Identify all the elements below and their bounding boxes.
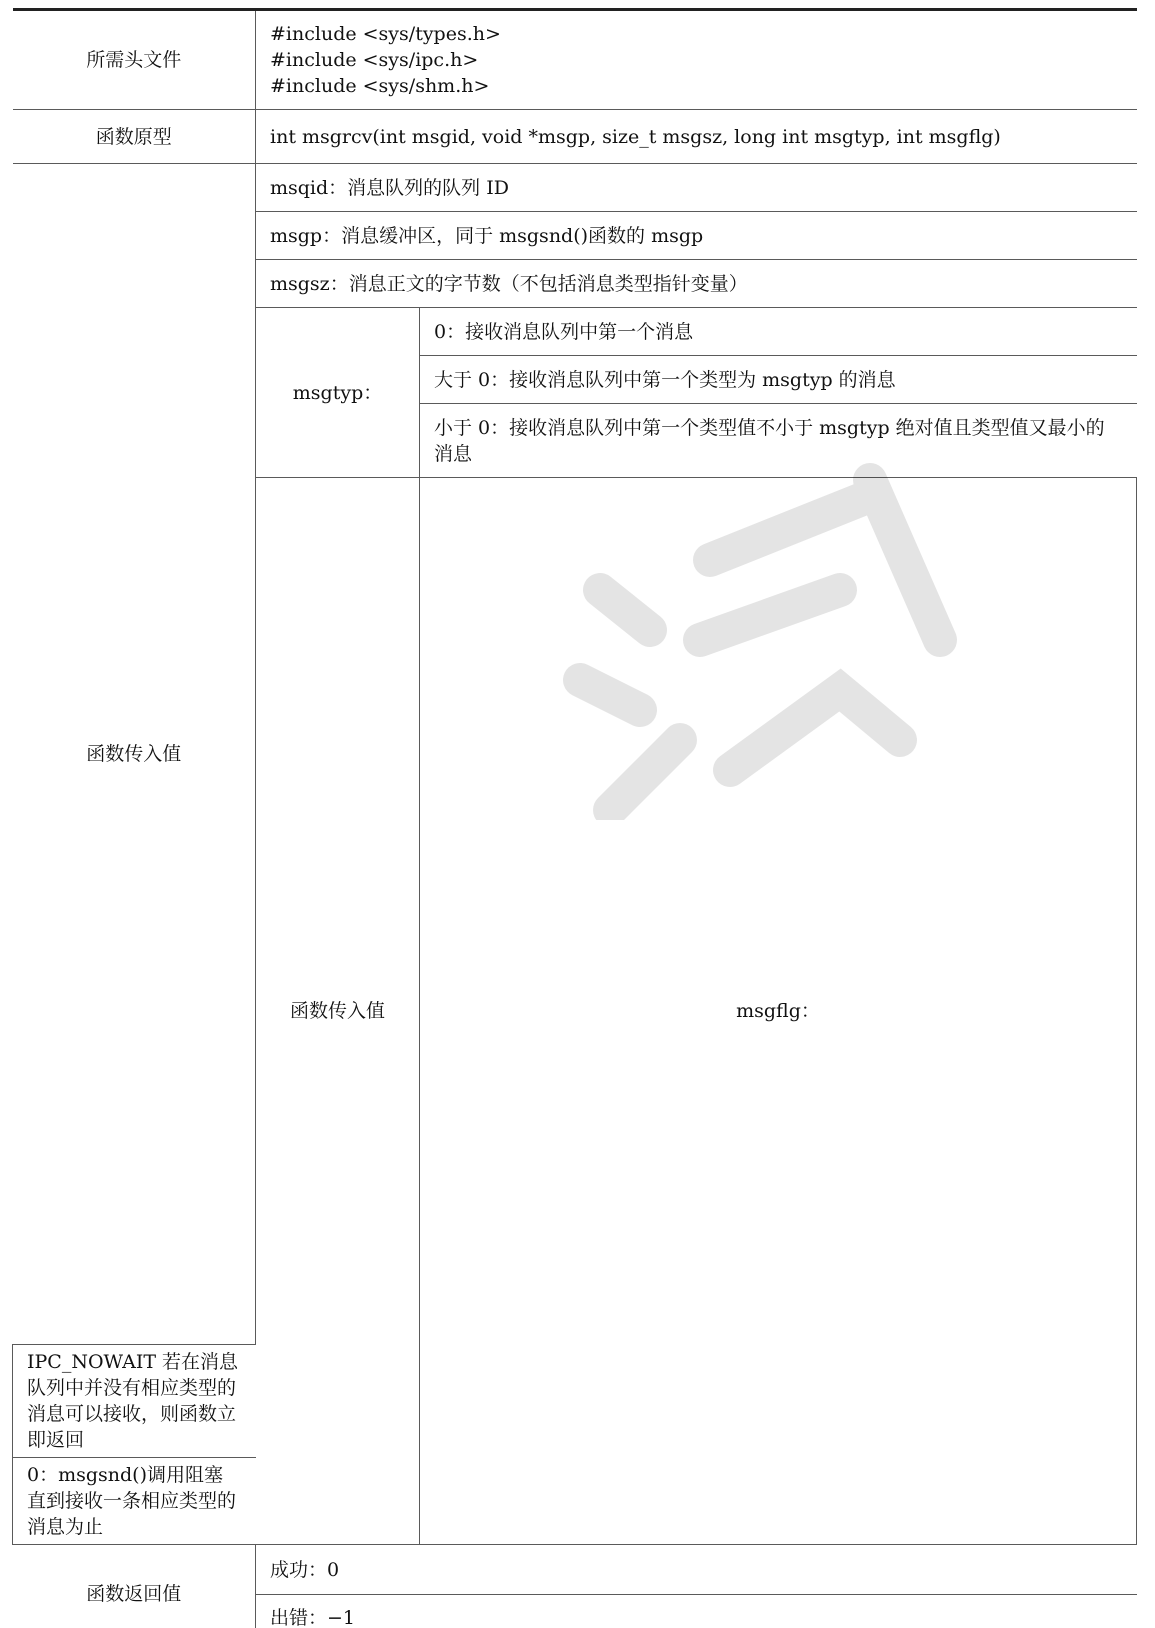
- msgtyp-option: 小于 0：接收消息队列中第一个类型值不小于 msgtyp 绝对值且类型值又最小的消息: [420, 404, 1137, 478]
- msgtyp-option: 0：接收消息队列中第一个消息: [420, 308, 1137, 356]
- row-header-files: [13, 10, 1137, 110]
- inputs-label: 函数传入值: [13, 164, 256, 1345]
- param-msgsz: msgsz：消息正文的字节数（不包括消息类型指针变量）: [256, 260, 1137, 308]
- include-line: #include <sys/ipc.h>: [270, 47, 1123, 73]
- msgflg-option: 0：msgsnd()调用阻塞直到接收一条相应类型的消息为止: [13, 1458, 256, 1545]
- prototype-text: int msgrcv(int msgid, void *msgp, size_t msgsz, long int msgtyp, int msgflg): [256, 110, 1137, 164]
- msgrcv-reference-table: [12, 8, 1137, 1628]
- msgtyp-label: msgtyp：: [256, 308, 420, 478]
- row-return-success: [13, 1545, 1137, 1595]
- msgtyp-option: 大于 0：接收消息队列中第一个类型为 msgtyp 的消息: [420, 356, 1137, 404]
- prototype-label: 函数原型: [13, 110, 256, 164]
- row-input-msqid: [13, 164, 1137, 212]
- return-error: 出错：−1: [256, 1595, 1137, 1628]
- return-success: 成功：0: [256, 1545, 1137, 1595]
- header-files-label: 所需头文件: [13, 10, 256, 110]
- param-msqid: msqid：消息队列的队列 ID: [256, 164, 1137, 212]
- param-msgp: msgp：消息缓冲区，同于 msgsnd()函数的 msgp: [256, 212, 1137, 260]
- include-line: #include <sys/shm.h>: [270, 73, 1123, 99]
- msgflg-label: msgflg：: [420, 478, 1137, 1545]
- include-line: #include <sys/types.h>: [270, 21, 1123, 47]
- msgflg-option: IPC_NOWAIT 若在消息队列中并没有相应类型的消息可以接收，则函数立即返回: [13, 1345, 256, 1458]
- flags-label: 函数传入值: [256, 478, 420, 1545]
- returns-label: 函数返回值: [13, 1545, 256, 1628]
- header-files-cell: [256, 10, 1137, 110]
- row-prototype: [13, 110, 1137, 164]
